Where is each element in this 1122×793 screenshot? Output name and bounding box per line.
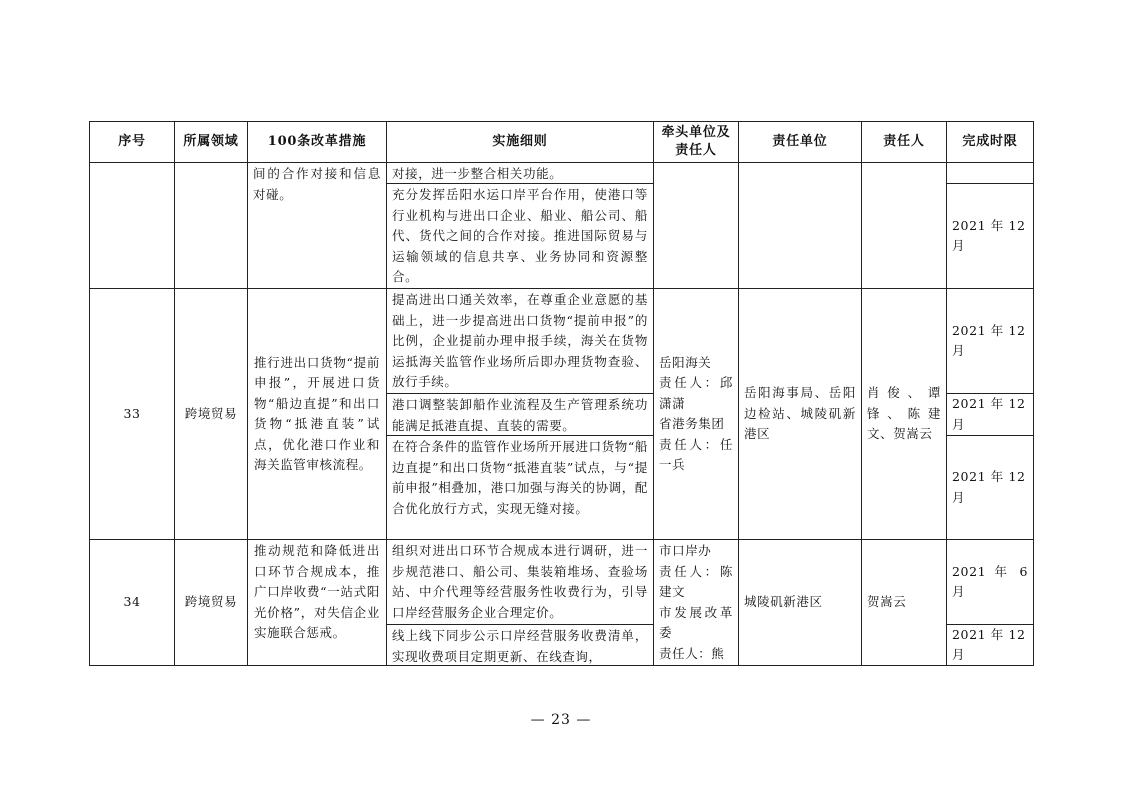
row33-seq: 33 [89,288,175,540]
cont-measure-cell: 间的合作对接和信息对碰。 [247,162,387,289]
row34-detail-1: 组织对进出口环节合规成本进行调研，进一步规范港口、船公司、集装箱堆场、查验场站、中介代理等经营服务性收费行为，引导口岸经营服务企业合理定价。 [386,539,654,625]
cont-seq-cell [89,162,175,289]
cont-domain-cell [174,162,248,289]
row33-deadline-1: 2021 年 12 月 [946,288,1034,394]
row33-detail-3: 在符合条件的监管作业场所开展进口货物“船边直提”和出口货物“抵港直装”试点，与“提前申报”相叠加，港口加强与海关的协调，配合优化放行方式，实现无缝对接。 [386,435,654,540]
row33-unit [738,288,862,540]
header-deadline: 完成时限 [946,121,1034,163]
row34-detail-2: 线上线下同步公示口岸经营服务收费清单，实现收费项目定期更新、在线查询， [386,624,654,666]
cont-deadline-1 [946,162,1034,184]
page-number: — 23 — [530,712,592,728]
row34-deadline-2: 2021 年 12 月 [946,624,1034,666]
row33-person [861,288,947,540]
row34-unit: 城陵矶新港区 [738,539,862,666]
row33-deadline-3: 2021 年 12 月 [946,435,1034,540]
header-seq: 序号 [89,121,175,163]
cont-unit-cell [738,162,862,289]
row34-measure: 推动规范和降低进出口环节合规成本，推广口岸收费“一站式阳光价格”，对失信企业实施联合惩戒。 [247,539,387,666]
header-person: 责任人 [861,121,947,163]
cont-deadline-2: 2021 年 12 月 [946,183,1034,289]
row33-measure-text: 推行进出口货物“提前申报”，开展进口货物“船边直提”和出口货物“抵港直装”试点，优化港口作业和海关监管审核流程。 [254,354,380,472]
row33-lead-text: 岳阳海关 责任人：邱潇潇 省港务集团 责任人：任一兵 [659,354,733,472]
row34-seq: 34 [89,539,175,666]
row33-detail-1: 提高进出口通关效率，在尊重企业意愿的基础上，进一步提高进出口货物“提前申报”的比例，企业提前办理申报手续，海关在货物运抵海关监管作业场所后即办理货物查验、放行手续。 [386,288,654,394]
row34-domain: 跨境贸易 [174,539,248,666]
row33-unit-text: 岳阳海事局、岳阳边检站、城陵矶新港区 [744,385,856,442]
row34-lead: 市口岸办 责任人：陈建文 市发展改革委 责任人：熊 [653,539,739,666]
header-lead: 牵头单位及 责任人 [653,121,739,163]
row34-deadline-1: 2021 年 6 月 [946,539,1034,625]
cont-detail-2: 充分发挥岳阳水运口岸平台作用，使港口等行业机构与进出口企业、船业、船公司、船代、货代之间的合作对接。推进国际贸易与运输领域的信息共享、业务协同和资源整合。 [386,183,654,289]
row33-measure [247,288,387,540]
row33-person-text: 肖俊、谭锋、陈建文、贺嵩云 [867,385,941,442]
header-measure: 100条改革措施 [247,121,387,163]
cont-lead-cell [653,162,739,289]
cont-person-cell [861,162,947,289]
row33-deadline-2: 2021 年 12 月 [946,393,1034,436]
cont-detail-1: 对接，进一步整合相关功能。 [386,162,654,184]
row33-detail-2: 港口调整装卸船作业流程及生产管理系统功能满足抵港直提、直装的需要。 [386,393,654,436]
header-domain: 所属领域 [174,121,248,163]
row34-person: 贺嵩云 [861,539,947,666]
header-unit: 责任单位 [738,121,862,163]
row33-lead [653,288,739,540]
row33-domain: 跨境贸易 [174,288,248,540]
header-detail: 实施细则 [386,121,654,163]
